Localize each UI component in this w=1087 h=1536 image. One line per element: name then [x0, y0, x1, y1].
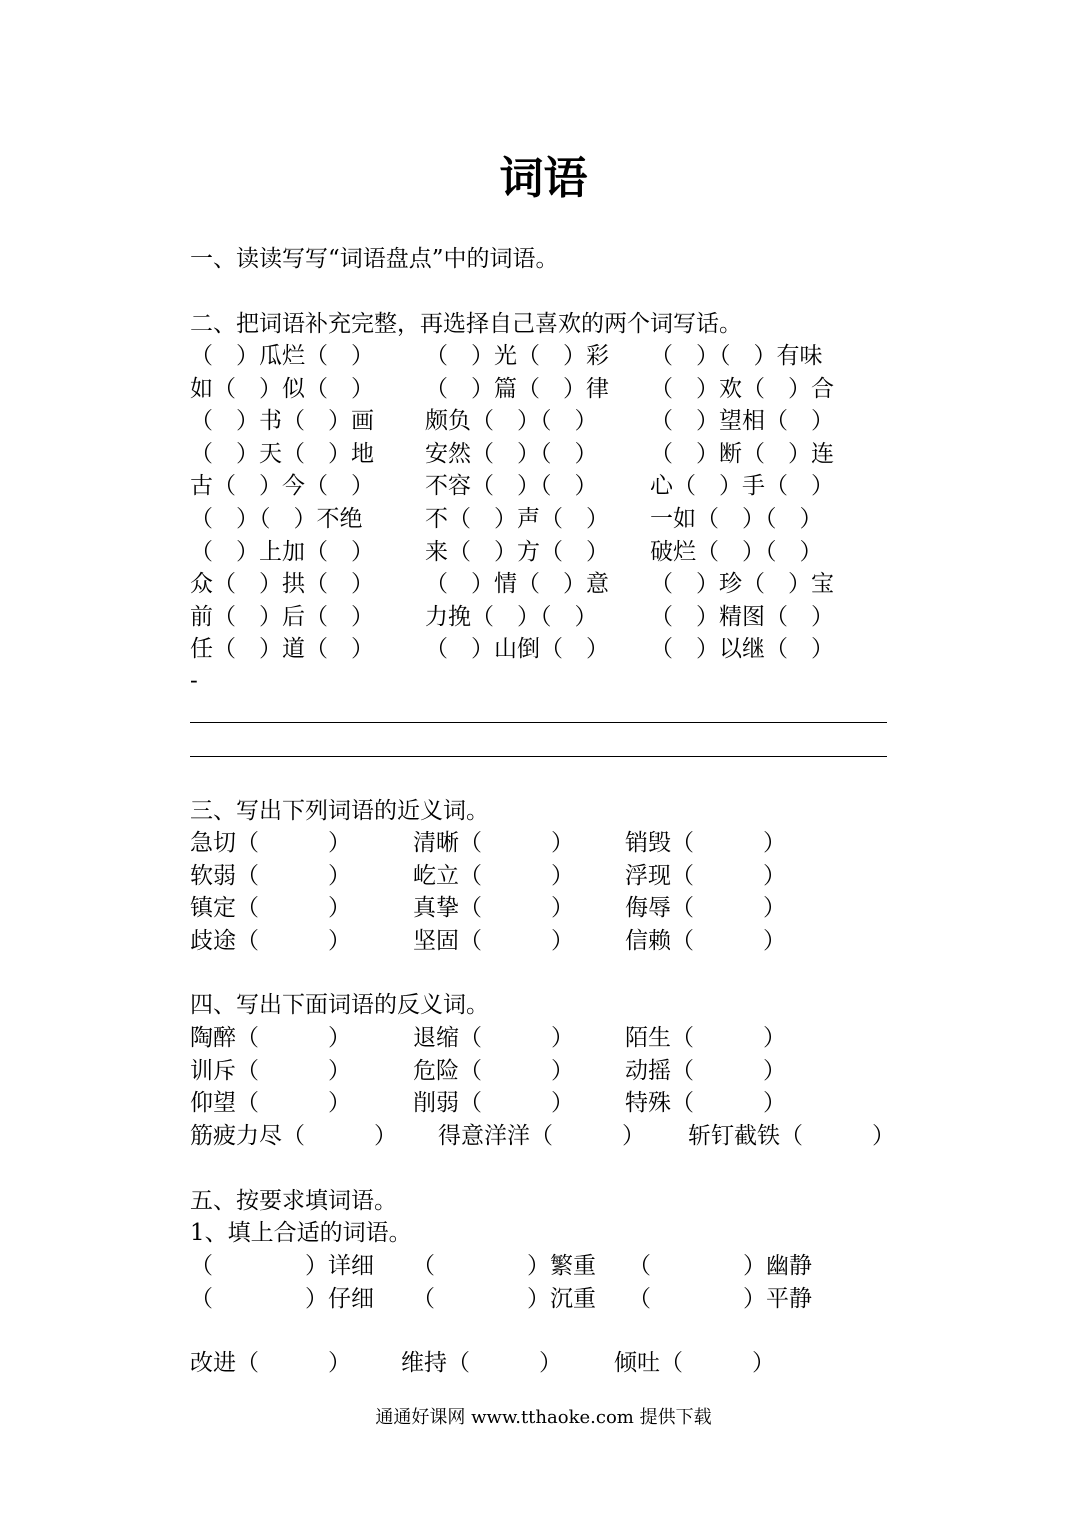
- fill-item[interactable]: 退缩（ ）: [413, 1025, 574, 1051]
- fill-item[interactable]: 镇定（ ）: [190, 895, 351, 922]
- fill-item[interactable]: （ ）仔细: [190, 1285, 374, 1312]
- fill-item[interactable]: （ ）幽静: [628, 1253, 812, 1279]
- writing-line[interactable]: [190, 722, 887, 723]
- section-5-heading: 五、按要求填词语。: [190, 1188, 397, 1214]
- fill-item[interactable]: 心（ ）手（ ）: [650, 473, 834, 500]
- fill-item[interactable]: （ ）沉重: [412, 1285, 596, 1312]
- fill-item[interactable]: （ ）望相（ ）: [650, 408, 834, 435]
- fill-item[interactable]: 急切（ ）: [190, 830, 351, 856]
- fill-item[interactable]: （ ）平静: [628, 1285, 812, 1312]
- fill-item[interactable]: 得意洋洋（ ）: [438, 1123, 645, 1150]
- fill-item[interactable]: （ ）篇（ ）律: [425, 375, 609, 402]
- fill-item[interactable]: （ ）欢（ ）合: [650, 375, 834, 402]
- fill-item[interactable]: 前（ ）后（ ）: [190, 603, 374, 630]
- writing-line[interactable]: [190, 756, 887, 757]
- fill-item[interactable]: （ ）情（ ）意: [425, 571, 609, 598]
- fill-item[interactable]: （ ）（ ）有味: [650, 343, 823, 369]
- section-5-sub-1: 1、填上合适的词语。: [190, 1220, 412, 1246]
- fill-item[interactable]: 古（ ）今（ ）: [190, 473, 374, 500]
- fill-item[interactable]: 侮辱（ ）: [625, 895, 786, 922]
- fill-item[interactable]: 软弱（ ）: [190, 862, 351, 889]
- fill-item[interactable]: 清晰（ ）: [413, 830, 574, 856]
- fill-item[interactable]: 如（ ）似（ ）: [190, 375, 374, 402]
- fill-item[interactable]: 一如（ ）（ ）: [650, 506, 823, 532]
- fill-item[interactable]: 不容（ ）（ ）: [425, 473, 598, 500]
- fill-item[interactable]: 仰望（ ）: [190, 1090, 351, 1117]
- fill-item[interactable]: 真挚（ ）: [413, 895, 574, 922]
- fill-item[interactable]: 破烂（ ）（ ）: [650, 538, 823, 565]
- fill-item[interactable]: 颇负（ ）（ ）: [425, 408, 598, 435]
- fill-item[interactable]: 力挽（ ）（ ）: [425, 603, 598, 630]
- fill-item[interactable]: （ ）珍（ ）宝: [650, 571, 834, 598]
- fill-item[interactable]: （ ）山倒（ ）: [425, 636, 609, 663]
- fill-item[interactable]: 训斥（ ）: [190, 1057, 351, 1084]
- fill-item[interactable]: 削弱（ ）: [413, 1090, 574, 1117]
- fill-item[interactable]: （ ）（ ）不绝: [190, 506, 363, 532]
- fill-item[interactable]: （ ）详细: [190, 1253, 374, 1279]
- fill-item[interactable]: 歧途（ ）: [190, 928, 351, 955]
- fill-item[interactable]: （ ）精图（ ）: [650, 603, 834, 630]
- fill-item[interactable]: 筋疲力尽（ ）: [190, 1123, 397, 1150]
- dash-mark: -: [190, 668, 198, 694]
- fill-item[interactable]: 坚固（ ）: [413, 928, 574, 955]
- fill-item[interactable]: 动摇（ ）: [625, 1057, 786, 1084]
- fill-item[interactable]: （ ）上加（ ）: [190, 538, 374, 565]
- fill-item[interactable]: 改进（ ）: [190, 1350, 351, 1376]
- fill-item[interactable]: 浮现（ ）: [625, 862, 786, 889]
- fill-item[interactable]: 陶醉（ ）: [190, 1025, 351, 1051]
- fill-item[interactable]: 斩钉截铁（ ）: [688, 1123, 895, 1150]
- section-3-heading: 三、写出下列词语的近义词。: [190, 798, 489, 824]
- fill-item[interactable]: （ ）繁重: [412, 1253, 596, 1279]
- footer-text: 通通好课网 www.tthaoke.com 提供下载: [375, 1407, 712, 1428]
- fill-item[interactable]: （ ）断（ ）连: [650, 440, 834, 467]
- fill-item[interactable]: （ ）以继（ ）: [650, 636, 834, 663]
- fill-item[interactable]: （ ）光（ ）彩: [425, 343, 609, 369]
- fill-item[interactable]: 众（ ）拱（ ）: [190, 571, 374, 598]
- section-4-heading: 四、写出下面词语的反义词。: [190, 992, 489, 1018]
- fill-item[interactable]: 不（ ）声（ ）: [425, 506, 609, 532]
- page-title: 词语: [499, 153, 588, 204]
- section-1-heading: 一、读读写写“词语盘点”中的词语。: [190, 246, 559, 272]
- section-2-heading: 二、把词语补充完整，再选择自己喜欢的两个词写话。: [190, 311, 742, 337]
- fill-item[interactable]: （ ）天（ ）地: [190, 440, 374, 467]
- fill-item[interactable]: 任（ ）道（ ）: [190, 636, 374, 663]
- fill-item[interactable]: （ ）瓜烂（ ）: [190, 343, 374, 369]
- fill-item[interactable]: 维持（ ）: [401, 1350, 562, 1376]
- fill-item[interactable]: 安然（ ）（ ）: [425, 440, 598, 467]
- fill-item[interactable]: 危险（ ）: [413, 1057, 574, 1084]
- fill-item[interactable]: 倾吐（ ）: [614, 1350, 775, 1376]
- fill-item[interactable]: 陌生（ ）: [625, 1025, 786, 1051]
- fill-item[interactable]: 信赖（ ）: [625, 928, 786, 955]
- fill-item[interactable]: （ ）书（ ）画: [190, 408, 374, 435]
- fill-item[interactable]: 屹立（ ）: [413, 862, 574, 889]
- fill-item[interactable]: 特殊（ ）: [625, 1090, 786, 1117]
- fill-item[interactable]: 销毁（ ）: [625, 830, 786, 856]
- fill-item[interactable]: 来（ ）方（ ）: [425, 538, 609, 565]
